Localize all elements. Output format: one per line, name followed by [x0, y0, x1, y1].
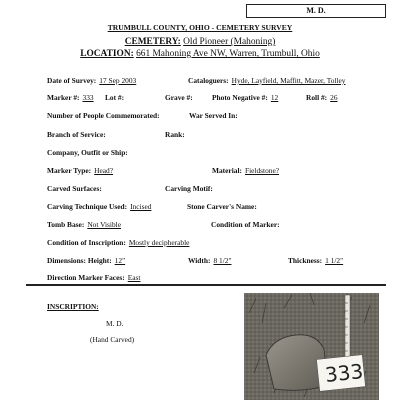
photo-negative-field	[212, 87, 278, 105]
cataloguers-field	[188, 70, 346, 88]
condition-of-marker-field	[211, 214, 280, 232]
war-served-field	[189, 105, 238, 123]
stone-carver-field	[187, 196, 257, 214]
dimensions-height-label: Dimensions: Height:	[47, 256, 112, 265]
marker-type-field	[47, 160, 113, 178]
roll-number-label: Roll #:	[306, 93, 328, 102]
width-field	[188, 250, 231, 268]
stone-carver-label: Stone Carver's Name:	[187, 202, 257, 211]
date-of-survey-label: Date of Survey:	[47, 76, 97, 85]
dimensions-height-field	[47, 250, 125, 268]
photo-negative-value: 12	[270, 93, 279, 102]
carving-motif-label: Carving Motif:	[165, 184, 213, 193]
grave-number-label: Grave #:	[165, 93, 193, 102]
width-label: Width:	[188, 256, 211, 265]
lot-number-field	[105, 87, 124, 105]
direction-faces-label: Direction Marker Faces:	[47, 273, 125, 282]
marker-photo	[244, 293, 379, 400]
war-served-label: War Served In:	[189, 111, 238, 120]
cemetery-label: CEMETERY:	[124, 37, 181, 47]
section-divider	[26, 284, 386, 286]
inscription-line-1: M. D.	[106, 319, 124, 328]
carving-motif-field	[165, 178, 213, 196]
thickness-label: Thickness:	[288, 256, 323, 265]
cataloguers-value: Hyde, Layfield, Maffitt, Mazer, Tolley	[231, 76, 346, 85]
carving-technique-label: Carving Technique Used:	[47, 202, 128, 211]
thickness-field	[288, 250, 343, 268]
condition-of-marker-label: Condition of Marker:	[211, 220, 280, 229]
location-line	[0, 49, 400, 59]
marker-number-value: 333	[82, 93, 94, 102]
roll-number-value: 26	[330, 93, 338, 102]
lot-number-label: Lot #:	[105, 93, 125, 102]
cemetery-line	[0, 37, 400, 47]
condition-of-inscription-field	[47, 232, 189, 250]
measuring-stick	[345, 295, 350, 357]
dimensions-height-value: 12"	[114, 256, 126, 265]
tomb-base-value: Not Visible	[87, 220, 122, 229]
location-value: 661 Mahoning Ave NW, Warren, Trumbull, Ohio	[136, 49, 320, 59]
roll-number-field	[306, 87, 338, 105]
marker-initials-box: M. D.	[246, 4, 386, 18]
branch-of-service-field	[47, 124, 106, 142]
rank-label: Rank:	[165, 130, 185, 139]
carved-surfaces-label: Carved Surfaces:	[47, 184, 102, 193]
carving-technique-value: Incised	[130, 202, 152, 211]
people-commemorated-label: Number of People Commemorated:	[47, 111, 160, 120]
carved-surfaces-field	[47, 178, 102, 196]
marker-number-card-text: 333	[323, 359, 365, 387]
tomb-base-label: Tomb Base:	[47, 220, 85, 229]
inscription-line-2: (Hand Carved)	[90, 335, 135, 344]
marker-type-value: Head?	[94, 166, 114, 175]
width-value: 8 1/2"	[213, 256, 232, 265]
marker-number-label: Marker #:	[47, 93, 80, 102]
company-outfit-label: Company, Outfit or Ship:	[47, 148, 128, 157]
marker-type-label: Marker Type:	[47, 166, 92, 175]
grave-number-field	[165, 87, 193, 105]
date-of-survey-value: 17 Sep 2003	[99, 76, 137, 85]
inscription-heading: INSCRIPTION:	[47, 302, 99, 311]
material-field	[212, 160, 279, 178]
cataloguers-label: Cataloguers:	[188, 76, 229, 85]
condition-of-inscription-label: Condition of Inscription:	[47, 238, 126, 247]
location-label: LOCATION:	[80, 49, 134, 59]
rank-field	[165, 124, 185, 142]
branch-of-service-label: Branch of Service:	[47, 130, 106, 139]
survey-title: TRUMBULL COUNTY, OHIO - CEMETERY SURVEY	[107, 23, 293, 32]
company-outfit-field	[47, 142, 128, 160]
condition-of-inscription-value: Mostly decipherable	[128, 238, 190, 247]
date-of-survey-field	[47, 70, 136, 88]
thickness-value: 1 1/2"	[325, 256, 344, 265]
direction-faces-field	[47, 267, 140, 285]
tomb-base-field	[47, 214, 121, 232]
direction-faces-value: East	[127, 273, 141, 282]
marker-number-field	[47, 87, 94, 105]
cemetery-value: Old Pioneer (Mahoning)	[183, 37, 276, 47]
material-label: Material:	[212, 166, 242, 175]
people-commemorated-field	[47, 105, 160, 123]
carving-technique-field	[47, 196, 151, 214]
photo-negative-label: Photo Negative #:	[212, 93, 268, 102]
material-value: Fieldstone?	[244, 166, 280, 175]
